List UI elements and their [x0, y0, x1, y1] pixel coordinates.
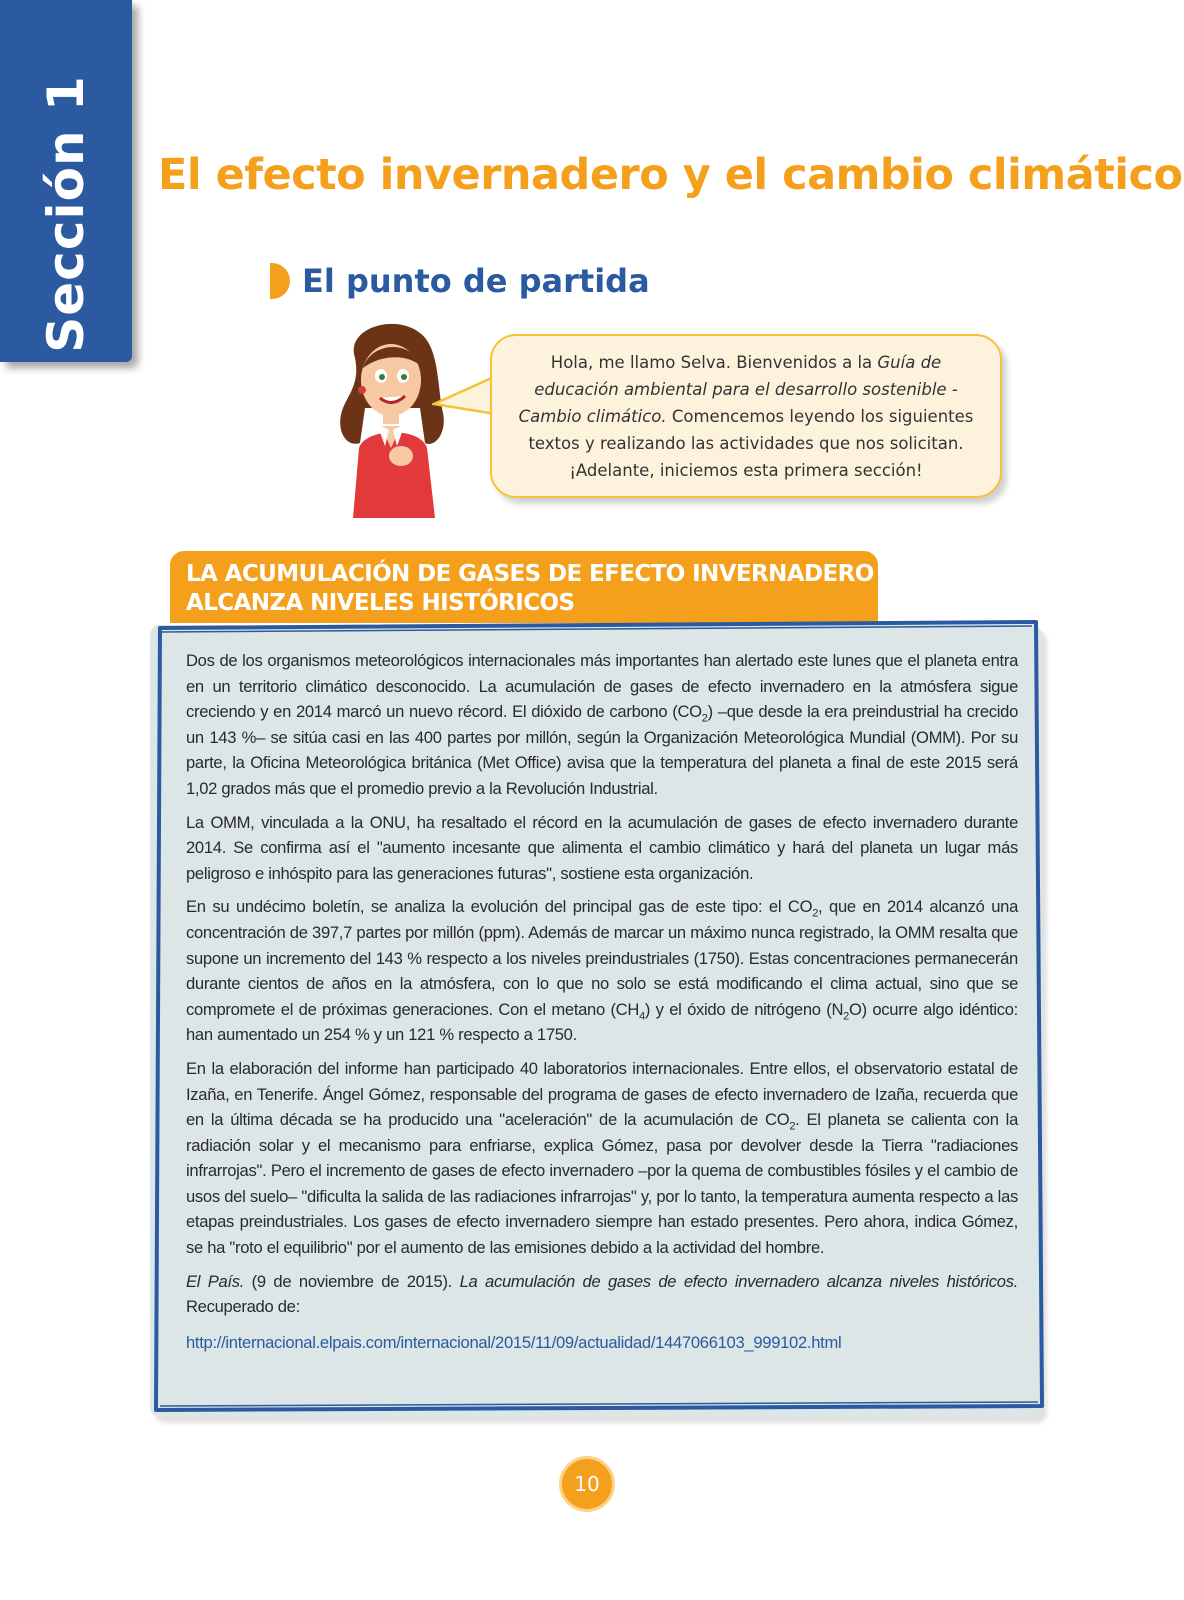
article-header — [170, 551, 878, 623]
source-link[interactable]: http://internacional.elpais.com/internacional/2015/11/09/actualidad/1447066103_999102.html — [186, 1332, 842, 1352]
section-tab — [0, 0, 132, 362]
subtitle-row — [270, 262, 650, 300]
article-header-line-2: ALCANZA NIVELES HISTÓRICOS — [186, 590, 575, 616]
page-title: El efecto invernadero y el cambio climático — [158, 150, 1183, 200]
section-label: Sección 1 — [37, 75, 95, 353]
speech-bubble — [490, 334, 1002, 498]
speech-bubble-tail — [432, 370, 496, 420]
paragraph-2: La OMM, vinculada a la ONU, ha resaltado el récord en la acumulación de gases de efecto invernadero durante 2014. Se confirma así el "aumento incesante que alimenta el cambio climático y hará del planeta un lugar más peligroso e inhóspito para las generaciones futuras", sostiene esta organización. — [186, 812, 1018, 883]
subtitle: El punto de partida — [302, 262, 650, 300]
citation: El País. (9 de noviembre de 2015). La acumulación de gases de efecto invernadero alcanza niveles históricos. Recuperado de: http://internacional.elpais.com/internacional/2015/11/09/actualidad/1447066103_999102.html — [186, 1269, 1018, 1356]
article-body — [186, 648, 1018, 1363]
paragraph-4: En la elaboración del informe han participado 40 laboratorios internacionales. Entre ellos, el observatorio estatal de Izaña, en Tenerife. Ángel Gómez, responsable del programa de gases de efecto invernadero de Izaña, recuerda que en la última década se ha producido una "aceleración" de la acumulación de $CO_2$. El planeta se calienta con la radiación solar y el mecanismo para enfriarse, explica Gómez, pasa por devolver desde la Tierra "radiaciones infrarrojas". Pero el incremento de gases de efecto invernadero –por la quema de combustibles fósiles y el cambio de usos del suelo– "dificulta la salida de las radiaciones infrarrojas" y, por lo tanto, la temperatura aumenta respecto a las etapas preindustriales. Los gases de efecto invernadero siempre han estado presentes. Pero ahora, indica Gómez, se ha "roto el equilibrio" por el aumento de las emisiones debido a la actividad del hombre. — [186, 1058, 1018, 1258]
paragraph-1: Dos de los organismos meteorológicos internacionales más importantes han alertado este lunes que el planeta entra en un territorio climático desconocido. La acumulación de gases de efecto invernadero en la atmósfera sigue creciendo y en 2014 marcó un nuevo récord. El dióxido de carbono $(CO_2)$ –que desde la era preindustrial ha crecido un 143 %– se sitúa casi en las 400 partes por millón, según la Organización Meteorológica Mundial (OMM). Por su parte, la Oficina Meteorológica británica (Met Office) avisa que la temperatura del planeta a final de este 2015 será 1,02 grados más que el promedio previo a la Revolución Industrial. — [186, 651, 1019, 798]
article-header-line-1: LA ACUMULACIÓN DE GASES DE EFECTO INVERNADERO — [186, 561, 874, 587]
speech-bubble-text: Hola, me llamo Selva. Bienvenidos a la Guía de educación ambiental para el desarrollo sostenible - Cambio climático. Comencemos leyendo los siguientes textos y realizando las actividades que nos solicitan. ¡Adelante, iniciemos esta primera sección! — [518, 352, 974, 480]
page-number: 10 — [559, 1456, 615, 1512]
paragraph-3: En su undécimo boletín, se analiza la evolución del principal gas de este tipo: el $CO_2$, que en 2014 alcanzó una concentración de 397,7 partes por millón (ppm). Además de marcar un máximo nunca registrado, la OMM resalta que supone un incremento del 143 % respecto a los niveles preindustriales (1750). Estas concentraciones permanecerán durante cientos de años en la atmósfera, con lo que no solo se está modificando el clima actual, sino que se compromete el de próximas generaciones. Con el metano $(CH_4)$ y el óxido de nitrógeno $(N_2O)$ ocurre algo idéntico: han aumentado un 254 % y un 121 % respecto a 1750. — [186, 897, 1018, 1045]
half-circle-bullet-icon — [270, 263, 290, 299]
